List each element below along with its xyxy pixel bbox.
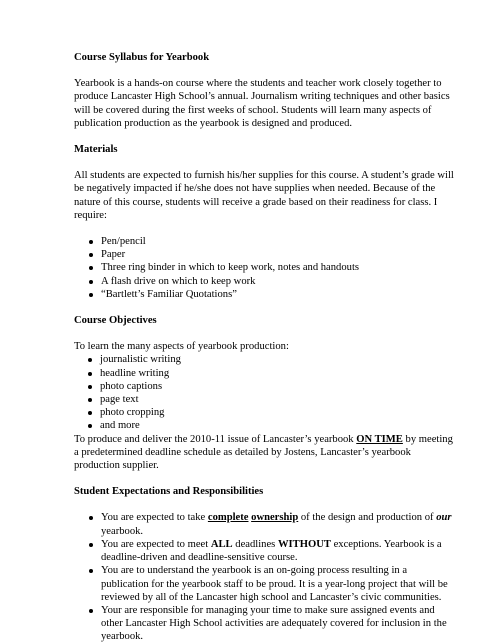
bullet-icon [89, 543, 93, 547]
delivery-text-end: by meeting a predetermined deadline schedule as detailed by Jostens, Lancaster’s yearbook production supplier. [74, 433, 453, 472]
list-item-text: headline writing [100, 367, 170, 379]
list-item-text: and more [100, 420, 140, 432]
bullet-icon [89, 516, 93, 520]
objectives-list [74, 353, 455, 432]
list-item-text: Paper [101, 249, 126, 261]
list-item-text: You are to understand the yearbook is an on-going process resulting in a publication for the yearbook staff to be proud. It is a year-long project that will be reviewed by all of the Lancaster high school and Lancaster’s civic communities. [101, 565, 448, 603]
list-item-text: A flash drive on which to keep work [101, 275, 256, 287]
complete-emphasis: complete [207, 512, 249, 524]
list-item [74, 235, 455, 248]
list-item [74, 511, 455, 537]
objectives-lead: To learn the many aspects of yearbook production: [74, 341, 289, 353]
document-title: Course Syllabus for Yearbook [74, 52, 210, 63]
materials-paragraph: All students are expected to furnish his/her supplies for this course. A student’s grade will be negatively impacted if he/she does not have supplies when needed. Because of the nature of this course, students will receive a grade based on their readiness for class. I require: [74, 170, 454, 221]
bullet-icon [89, 266, 93, 270]
ownership-emphasis: ownership [251, 512, 299, 524]
bullet-icon [88, 424, 92, 428]
bullet-icon [89, 280, 93, 284]
without-emphasis: WITHOUT [277, 538, 331, 550]
list-item-text: photo cropping [100, 407, 165, 419]
list-item [74, 353, 455, 366]
list-item-text: photo captions [100, 380, 163, 392]
bullet-icon [89, 253, 93, 257]
delivery-paragraph [74, 433, 455, 473]
list-item [74, 380, 455, 393]
list-item [74, 275, 455, 288]
list-item-text: Your are responsible for managing your time to make sure assigned events and other Lancaster High School activities are adequately covered for inclusion in the yearbook. [101, 604, 447, 643]
list-item [74, 604, 455, 644]
list-item [74, 406, 455, 419]
materials-list [74, 235, 455, 301]
intro-paragraph: Yearbook is a hands-on course where the students and teacher work closely together to produce Lancaster High School’s annual. Journalism writing techniques and other basics will be covered during the first weeks of school. Students will learn many aspects of publication production as the yearbook is designed and produced. [74, 78, 450, 129]
list-item [74, 248, 455, 261]
expectations-heading: Student Expectations and Responsibilities [74, 486, 264, 498]
objectives-heading: Course Objectives [74, 315, 157, 327]
list-item [74, 393, 455, 406]
bullet-icon [88, 411, 92, 415]
bullet-icon [89, 609, 93, 613]
bullet-icon [88, 385, 92, 389]
bullet-icon [89, 569, 93, 573]
bullet-icon [89, 293, 93, 297]
bullet-icon [88, 398, 92, 402]
list-item [74, 564, 455, 604]
list-item-text: You are expected to meet [101, 538, 211, 550]
list-item-text: Pen/pencil [101, 236, 146, 248]
on-time-emphasis: ON TIME [356, 433, 403, 445]
list-item-text: exceptions. Yearbook is a deadline-driven and deadline-sensitive course. [101, 538, 442, 564]
delivery-text: To produce and deliver the 2010-11 issue of Lancaster’s yearbook [74, 433, 357, 445]
list-item-text: Three ring binder in which to keep work, notes and handouts [101, 262, 360, 274]
list-item-text: deadlines [232, 538, 278, 550]
bullet-icon [88, 358, 92, 362]
list-item [74, 288, 455, 301]
list-item-text: You are expected to take [101, 512, 208, 524]
list-item [74, 261, 455, 274]
bullet-icon [88, 372, 92, 376]
list-item [74, 538, 455, 564]
list-item-text: journalistic writing [100, 354, 181, 366]
list-item-text: yearbook. [101, 525, 144, 537]
list-item-text: “Bartlett’s Familiar Quotations” [101, 288, 237, 300]
expectations-list [74, 511, 455, 643]
all-emphasis: ALL [210, 538, 233, 550]
list-item-text: of the design and production of [298, 512, 437, 524]
list-item [74, 419, 455, 432]
list-item-text: page text [100, 394, 139, 406]
bullet-icon [89, 240, 93, 244]
list-item [74, 367, 455, 380]
our-emphasis: our [436, 512, 452, 524]
materials-heading: Materials [74, 144, 118, 156]
